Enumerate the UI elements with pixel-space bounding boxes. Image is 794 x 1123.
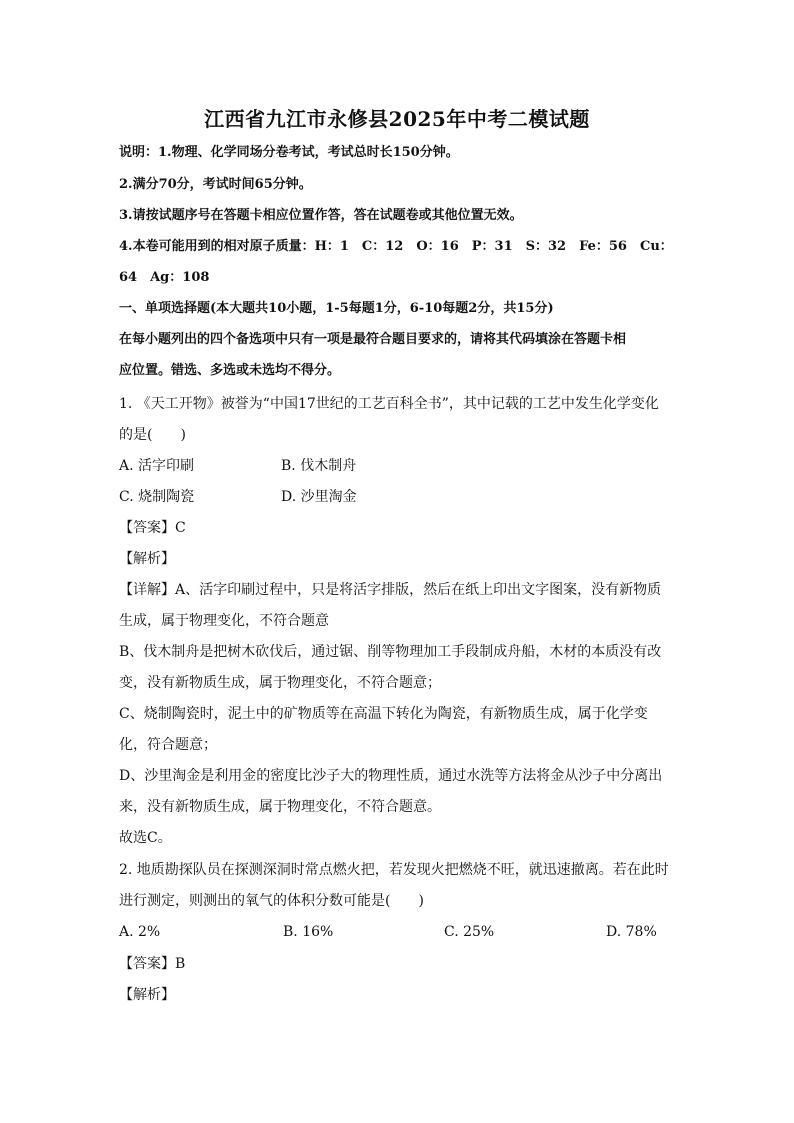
q1-detail-line-4: 变，没有新物质生成，属于物理变化，不符合题意； — [119, 675, 441, 691]
q1-analysis-label: 【解析】 — [119, 551, 175, 567]
note-3: 3.请按试题序号在答题卡相应位置作答，答在试题卷或其他位置无效。 — [119, 208, 523, 223]
q2-analysis-label: 【解析】 — [119, 987, 175, 1003]
section-heading: 一、单项选择题(本大题共10小题，1-5每题1分，6-10每题2分，共15分) — [119, 301, 554, 316]
q1-detail-line-6: 化，符合题意； — [119, 737, 217, 753]
q2-option-d: D. 78% — [606, 924, 657, 940]
note-4: 4.本卷可能用到的相对原子质量：H：1 C：12 O：16 P：31 S：32 Fe：56 Cu： — [119, 239, 673, 254]
q1-conclusion: 故选C。 — [119, 830, 172, 846]
note-2: 2.满分70分，考试时间65分钟。 — [119, 177, 312, 192]
q2-option-c: C. 25% — [444, 924, 495, 940]
q2-option-a: A. 2% — [119, 924, 161, 940]
q1-option-d: D. 沙里淘金 — [281, 489, 357, 505]
q1-stem-line-1: 1. 《天工开物》被誉为“中国17世纪的工艺百科全书”，其中记载的工艺中发生化学变化 — [119, 396, 659, 412]
q2-option-b: B. 16% — [283, 924, 334, 940]
q1-detail-line-3: B、伐木制舟是把树木砍伐后，通过锯、削等物理加工手段制成舟船，木材的本质没有改 — [119, 644, 662, 660]
note-1: 说明：1.物理、化学同场分卷考试，考试总时长150分钟。 — [119, 145, 459, 160]
q1-detail-line-7: D、沙里淘金是利用金的密度比沙子大的物理性质，通过水洗等方法将金从沙子中分离出 — [119, 768, 663, 784]
q2-stem-line-1: 2. 地质勘探队员在探测深洞时常点燃火把，若发现火把燃烧不旺，就迅速撤离。若在此时 — [119, 862, 669, 878]
q1-detail-line-8: 来，没有新物质生成，属于物理变化，不符合题意。 — [119, 799, 441, 815]
q1-option-a: A. 活字印刷 — [119, 458, 195, 474]
q1-option-b: B. 伐木制舟 — [281, 458, 357, 474]
q1-detail-line-5: C、烧制陶瓷时，泥土中的矿物质等在高温下转化为陶瓷，有新物质生成，属于化学变 — [119, 706, 648, 722]
q1-answer: 【答案】C — [119, 520, 186, 536]
q2-answer: 【答案】B — [119, 956, 186, 972]
q1-stem-line-2: 的是( ) — [119, 427, 186, 443]
q2-stem-line-2: 进行测定，则测出的氧气的体积分数可能是( ) — [119, 893, 424, 909]
section-instruction-line-2: 应位置。错选、多选或未选均不得分。 — [119, 363, 341, 378]
note-4-continued: 64 Ag：108 — [119, 270, 210, 285]
section-instruction-line-1: 在每小题列出的四个备选项中只有一项是最符合题目要求的，请将其代码填涂在答题卡相 — [119, 332, 627, 347]
q1-option-c: C. 烧制陶瓷 — [119, 489, 195, 505]
exam-title: 江西省九江市永修县2025年中考二模试题 — [204, 107, 590, 131]
q1-detail-line-2: 生成，属于物理变化，不符合题意 — [119, 613, 329, 629]
q1-detail-line-1: 【详解】A、活字印刷过程中，只是将活字排版，然后在纸上印出文字图案，没有新物质 — [119, 582, 662, 598]
